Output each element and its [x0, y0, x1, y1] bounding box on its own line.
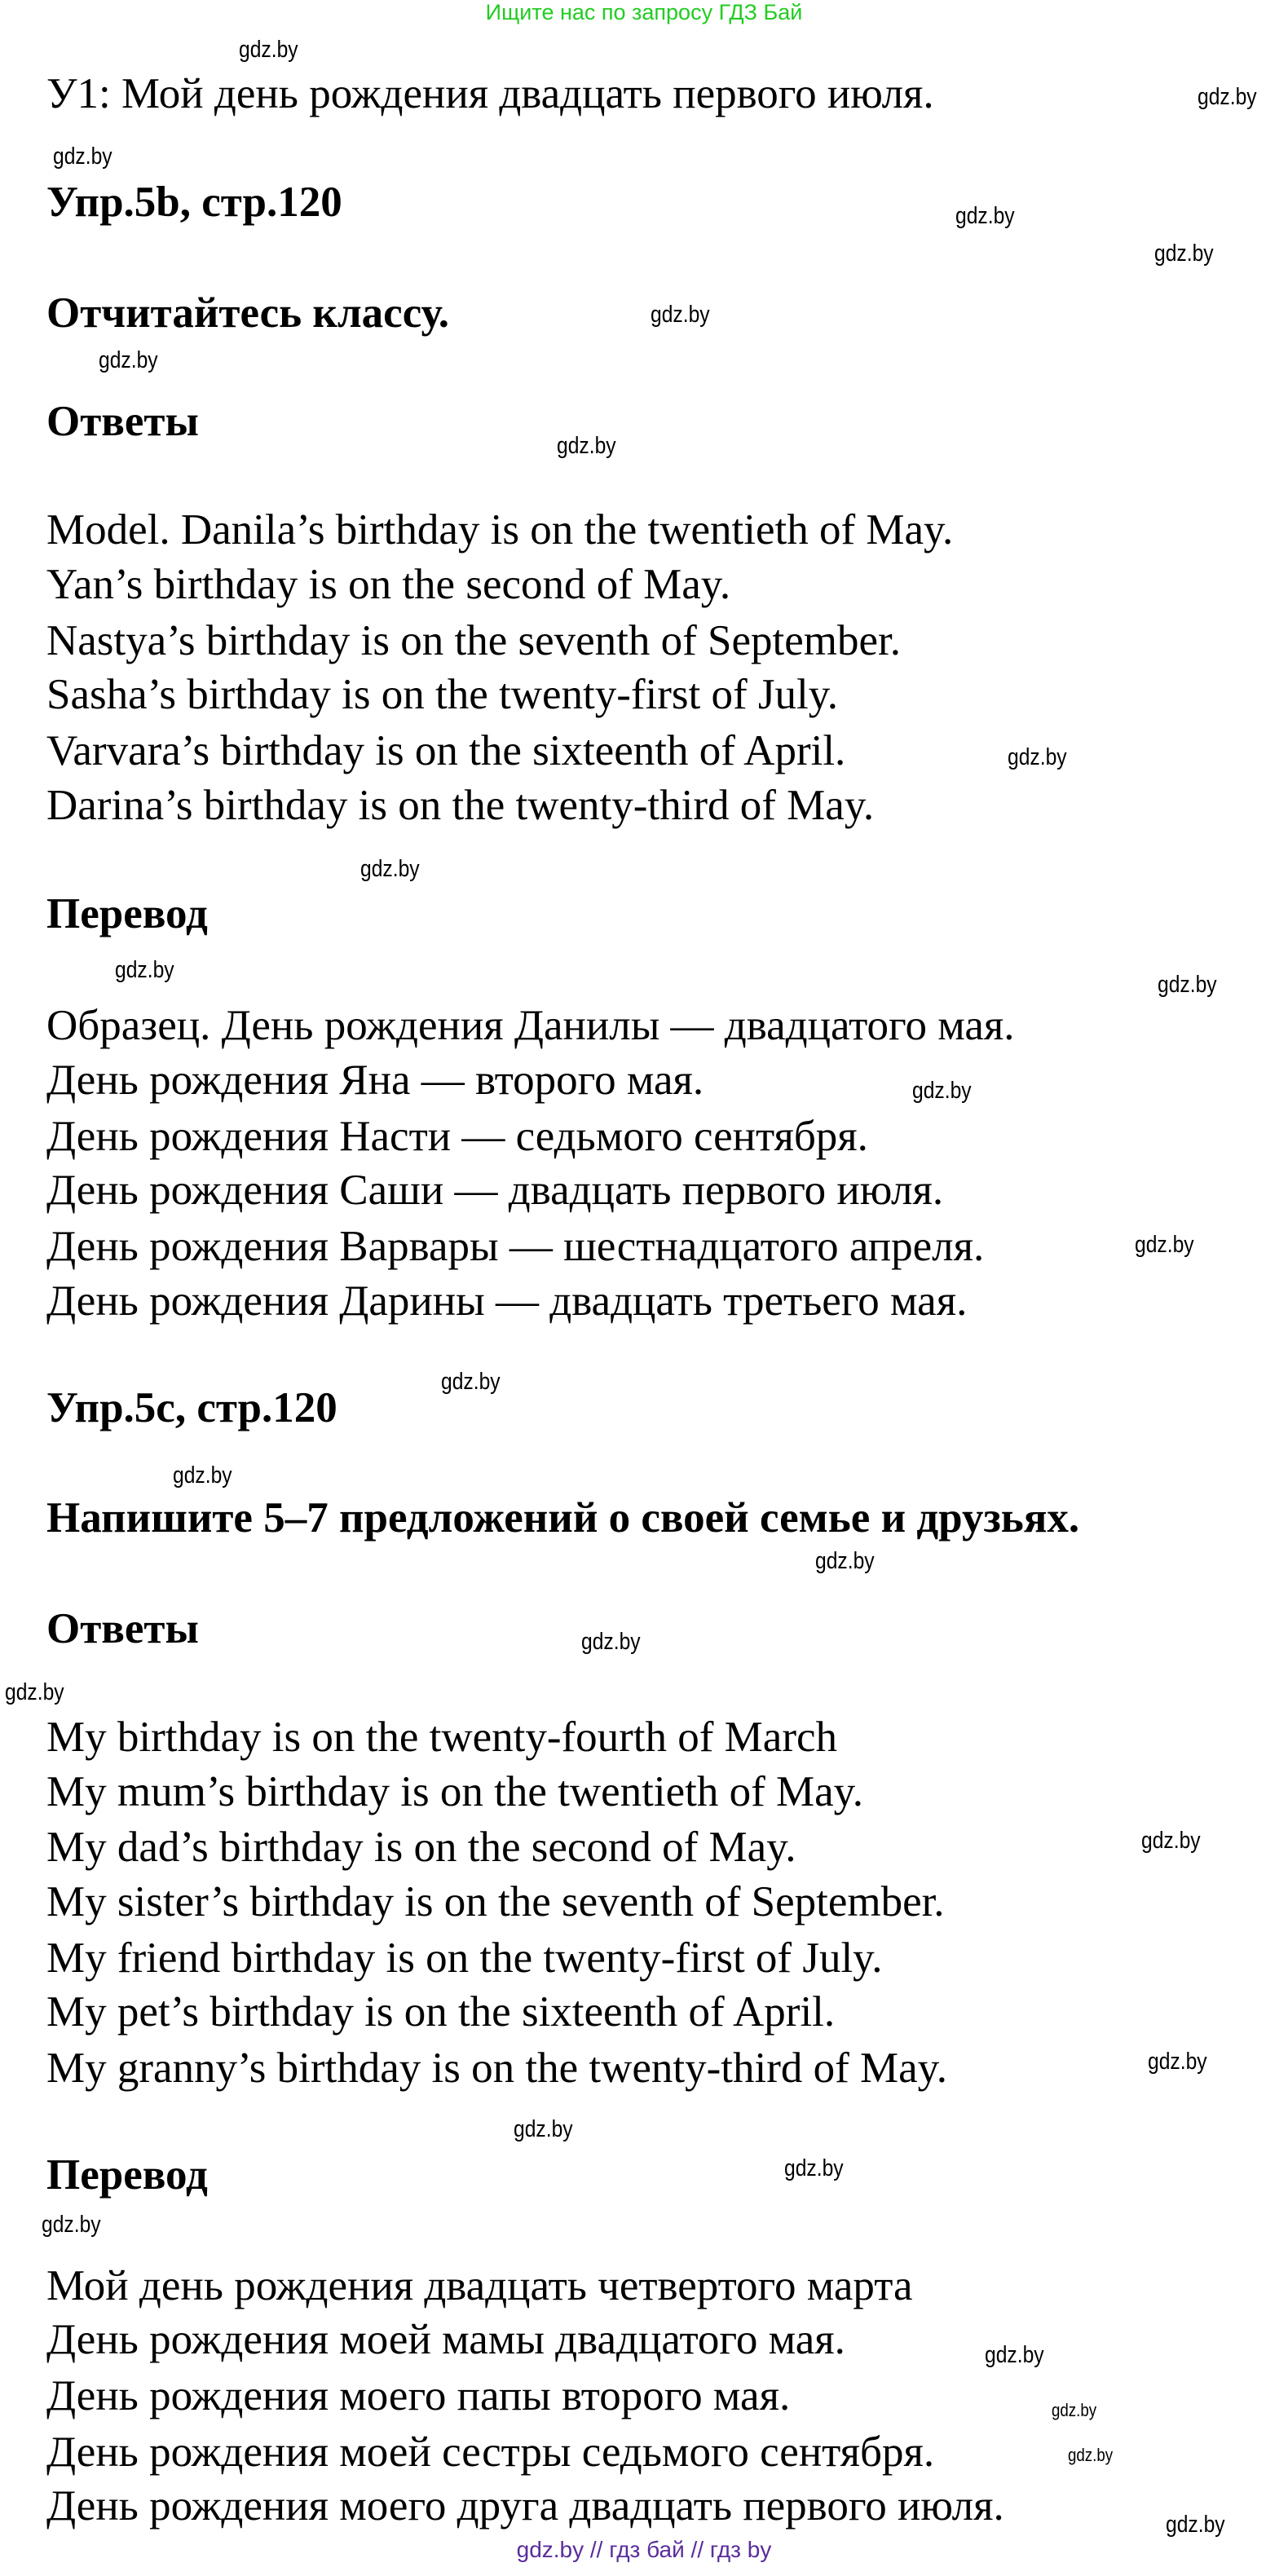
watermark: gdz.by: [1068, 2445, 1114, 2465]
answer-line: Darina’s birthday is on the twenty-third of May.: [46, 782, 875, 829]
watermark: gdz.by: [912, 1078, 972, 1104]
watermark: gdz.by: [815, 1548, 875, 1574]
translation-line: Мой день рождения двадцать четвертого марта: [46, 2262, 913, 2309]
answer-line: My sister’s birthday is on the seventh of September.: [46, 1878, 945, 1925]
watermark: gdz.by: [115, 957, 174, 983]
translation-line: День рождения Дарины — двадцать третьего мая.: [46, 1277, 968, 1325]
exercise-5c-title: Упр.5с, стр.120: [46, 1384, 337, 1431]
answer-line: My mum’s birthday is on the twentieth of May.: [46, 1768, 863, 1815]
translation-line: День рождения моей мамы двадцатого мая.: [46, 2316, 845, 2363]
site-header-link[interactable]: Ищите нас по запросу ГДЗ Бай: [485, 0, 803, 24]
watermark: gdz.by: [985, 2342, 1044, 2368]
translation-line: Образец. День рождения Данилы — двадцатого мая.: [46, 1002, 1015, 1049]
answer-line: Sasha’s birthday is on the twenty-first of July.: [46, 671, 839, 718]
exercise-5c-task: Напишите 5–7 предложений о своей семье и друзьях.: [46, 1494, 1080, 1542]
translation-line: День рождения моего друга двадцать первого июля.: [46, 2482, 1004, 2530]
watermark: gdz.by: [581, 1629, 641, 1655]
watermark: gdz.by: [1008, 744, 1067, 770]
translation-line: День рождения Саши — двадцать первого июля.: [46, 1167, 944, 1214]
translation-line: День рождения моего папы второго мая.: [46, 2372, 791, 2419]
answer-line: Yan’s birthday is on the second of May.: [46, 561, 731, 608]
watermark: gdz.by: [99, 347, 158, 373]
watermark: gdz.by: [557, 433, 616, 459]
translation-heading: Перевод: [46, 2151, 208, 2199]
watermark: gdz.by: [651, 302, 710, 328]
translation-line: День рождения Яна — второго мая.: [46, 1056, 704, 1104]
watermark: gdz.by: [1052, 2400, 1097, 2420]
translation-heading: Перевод: [46, 890, 208, 937]
footer-links[interactable]: gdz.by // гдз бай // гдз by: [516, 2537, 772, 2562]
intro-line: У1: Мой день рождения двадцать первого июля.: [46, 70, 934, 117]
watermark: gdz.by: [1135, 1232, 1194, 1258]
answers-heading: Ответы: [46, 1605, 199, 1652]
translation-line: День рождения моей сестры седьмого сентября.: [46, 2428, 935, 2476]
watermark: gdz.by: [1158, 972, 1217, 998]
answer-line: My pet’s birthday is on the sixteenth of April.: [46, 1988, 836, 2036]
watermark: gdz.by: [1166, 2512, 1225, 2538]
translation-line: День рождения Насти — седьмого сентября.: [46, 1113, 868, 1160]
answer-line: Varvara’s birthday is on the sixteenth of April.: [46, 727, 846, 774]
answers-heading: Ответы: [46, 398, 199, 445]
watermark: gdz.by: [360, 856, 420, 882]
watermark: gdz.by: [1148, 2049, 1207, 2075]
watermark: gdz.by: [1141, 1828, 1201, 1854]
answer-line: My granny’s birthday is on the twenty-third of May.: [46, 2044, 947, 2092]
translation-line: День рождения Варвары — шестнадцатого апреля.: [46, 1223, 985, 1270]
exercise-5b-title: Упр.5b, стр.120: [46, 179, 342, 226]
answer-line: My dad’s birthday is on the second of May.: [46, 1824, 796, 1871]
watermark: gdz.by: [955, 203, 1015, 229]
watermark: gdz.by: [42, 2212, 101, 2238]
answer-line: My birthday is on the twenty-fourth of March: [46, 1714, 837, 1761]
watermark: gdz.by: [1198, 84, 1257, 110]
answer-line: Model. Danila’s birthday is on the twentieth of May.: [46, 506, 954, 554]
watermark: gdz.by: [514, 2116, 573, 2142]
watermark: gdz.by: [173, 1462, 232, 1489]
watermark: gdz.by: [784, 2155, 844, 2181]
watermark: gdz.by: [53, 143, 112, 170]
answer-line: My friend birthday is on the twenty-first of July.: [46, 1934, 883, 1982]
answer-line: Nastya’s birthday is on the seventh of September.: [46, 617, 902, 664]
exercise-5b-task: Отчитайтесь классу.: [46, 289, 449, 337]
watermark: gdz.by: [239, 37, 298, 63]
watermark: gdz.by: [5, 1679, 64, 1705]
watermark: gdz.by: [441, 1369, 501, 1395]
watermark: gdz.by: [1154, 240, 1214, 267]
